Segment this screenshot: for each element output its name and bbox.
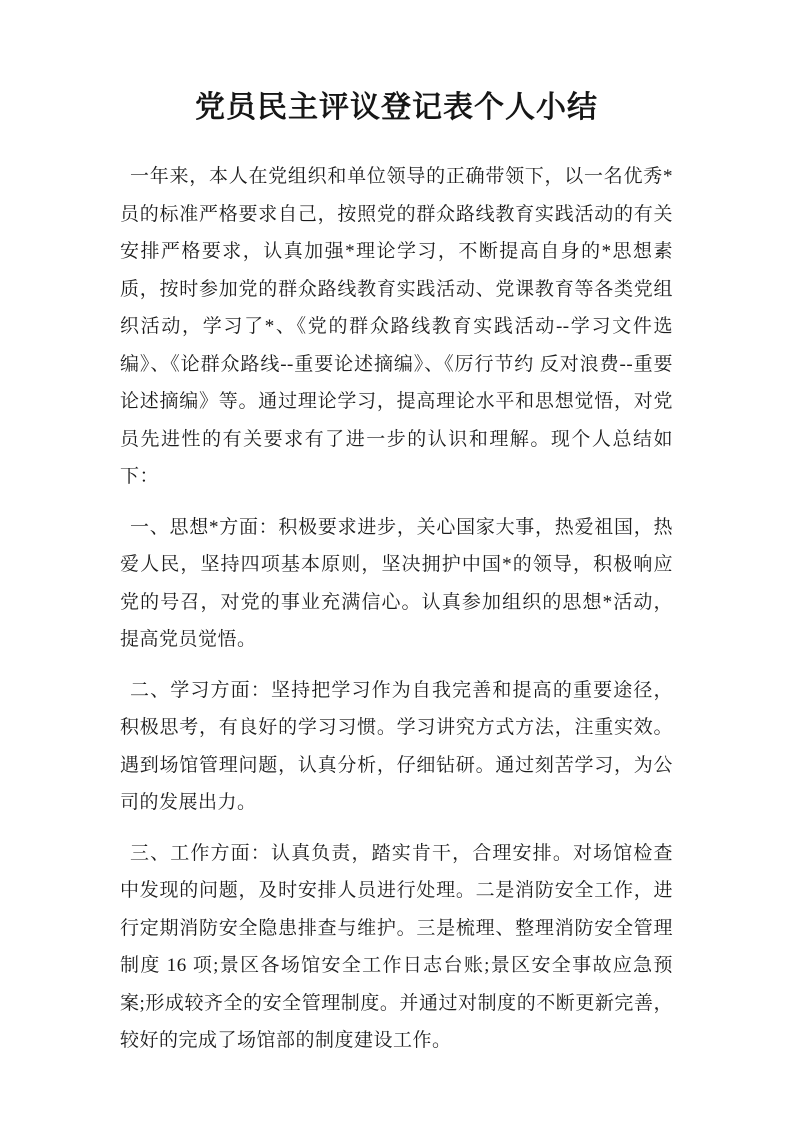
paragraph-section-work: 三、工作方面：认真负责，踏实肯干，合理安排。对场馆检查中发现的问题，及时安排人员进行处理。二是消防安全工作，进行定期消防安全隐患排查与维护。三是梳理、整理消防安全管理制度 16 项;景区各场馆安全工作日志台账;景区安全事故应急预案;形成较齐全的安全管理制度。并通过对制度的不断更新完善，较好的完成了场馆部的制度建设工作。 [120, 842, 673, 1051]
paragraph-section-thought: 一、思想*方面：积极要求进步，关心国家大事，热爱祖国，热爱人民，坚持四项基本原则，坚决拥护中国*的领导，积极响应党的号召，对党的事业充满信心。认真参加组织的思想*活动，提高党员觉悟。 [120, 516, 673, 650]
paragraph-intro: 一年来，本人在党组织和单位领导的正确带领下，以一名优秀*员的标准严格要求自己，按照党的群众路线教育实践活动的有关安排严格要求，认真加强*理论学习，不断提高自身的*思想素质，按时参加党的群众路线教育实践活动、党课教育等各类党组织活动，学习了*、《党的群众路线教育实践活动--学习文件选编》、《论群众路线--重要论述摘编》、《厉行节约 反对浪费--重要论述摘编》等。通过理论学习，提高理论水平和思想觉悟，对党员先进性的有关要求有了进一步的认识和理解。现个人总结如下： [120, 166, 673, 487]
document-title: 党员民主评议登记表个人小结 [195, 91, 598, 124]
paragraph-section-study: 二、学习方面：坚持把学习作为自我完善和提高的重要途径，积极思考，有良好的学习习惯。学习讲究方式方法，注重实效。遇到场馆管理问题，认真分析，仔细钻研。通过刻苦学习，为公司的发展出力。 [120, 679, 673, 813]
